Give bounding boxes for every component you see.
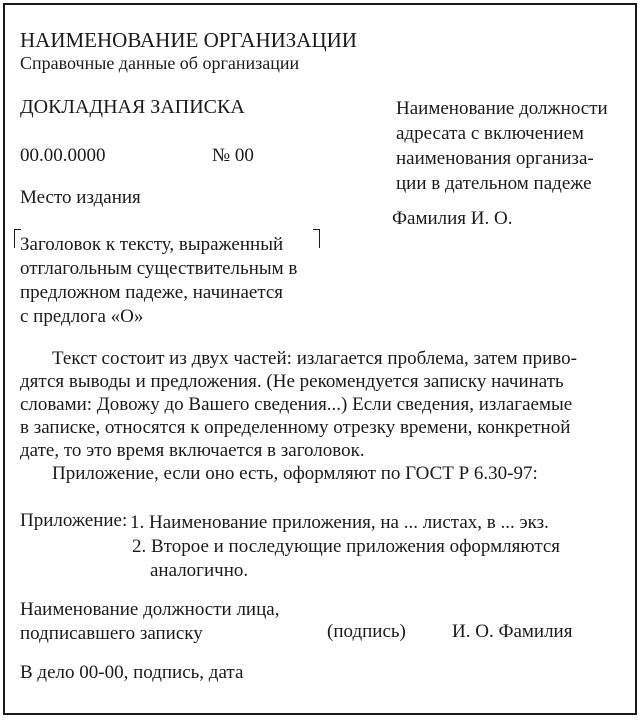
body-line: дятся выводы и предложения. (Не рекомендуется записку начинать: [20, 371, 564, 392]
heading-line: предложном падеже, начинается: [20, 282, 284, 303]
body-line: Приложение, если оно есть, оформляют по ГОСТ Р 6.30-97:: [52, 463, 538, 484]
appendix-label: Приложение:: [20, 510, 128, 531]
document-number: № 00: [212, 145, 254, 166]
addressee-name: Фамилия И. О.: [392, 208, 513, 229]
signer-position: [20, 598, 279, 646]
body-line: словами: Довожу до Вашего сведения...) Если сведения, излагаемые: [20, 394, 573, 415]
heading-line: с предлога «О»: [20, 306, 144, 327]
organization-name: НАИМЕНОВАНИЕ ОРГАНИЗАЦИИ: [20, 28, 357, 52]
addressee-line: адресата с включением: [396, 123, 584, 144]
body-line: в записке, относятся к определенному отрезку времени, конкретной: [20, 417, 571, 438]
document-date: 00.00.0000: [20, 145, 106, 166]
heading-line: отглагольным существительным в: [20, 258, 298, 279]
organization-info: Справочные данные об организации: [20, 53, 300, 73]
signer-name: И. О. Фамилия: [452, 621, 573, 642]
addressee-line: ции в дательном падеже: [396, 173, 592, 194]
appendix-item: 2. Второе и последующие приложения оформляются: [132, 536, 561, 557]
body-line: Текст состоит из двух частей: излагается проблема, затем приво-: [52, 348, 577, 369]
heading-corner-right: [313, 229, 320, 248]
appendix-item-continuation: аналогично.: [150, 560, 249, 581]
text-heading: [20, 233, 297, 329]
signer-position-line: подписавшего записку: [20, 623, 203, 644]
body-text: [20, 347, 577, 485]
body-line: дате, то это время включается в заголовок.: [20, 440, 365, 461]
addressee-line: Наименование должности: [396, 98, 608, 119]
signer-position-line: Наименование должности лица,: [20, 599, 280, 620]
heading-line: Заголовок к тексту, выраженный: [20, 234, 284, 255]
appendix-item: 1. Наименование приложения, на ... листах, в ... экз.: [130, 512, 549, 533]
file-note: В дело 00-00, подпись, дата: [20, 662, 244, 683]
document-type: ДОКЛАДНАЯ ЗАПИСКА: [20, 96, 245, 118]
place-of-issue: Место издания: [20, 187, 141, 208]
appendix-list: [130, 511, 560, 583]
addressee-line: наименования организа-: [396, 148, 594, 169]
signature-placeholder: (подпись): [327, 621, 406, 642]
addressee-block: [396, 96, 608, 196]
